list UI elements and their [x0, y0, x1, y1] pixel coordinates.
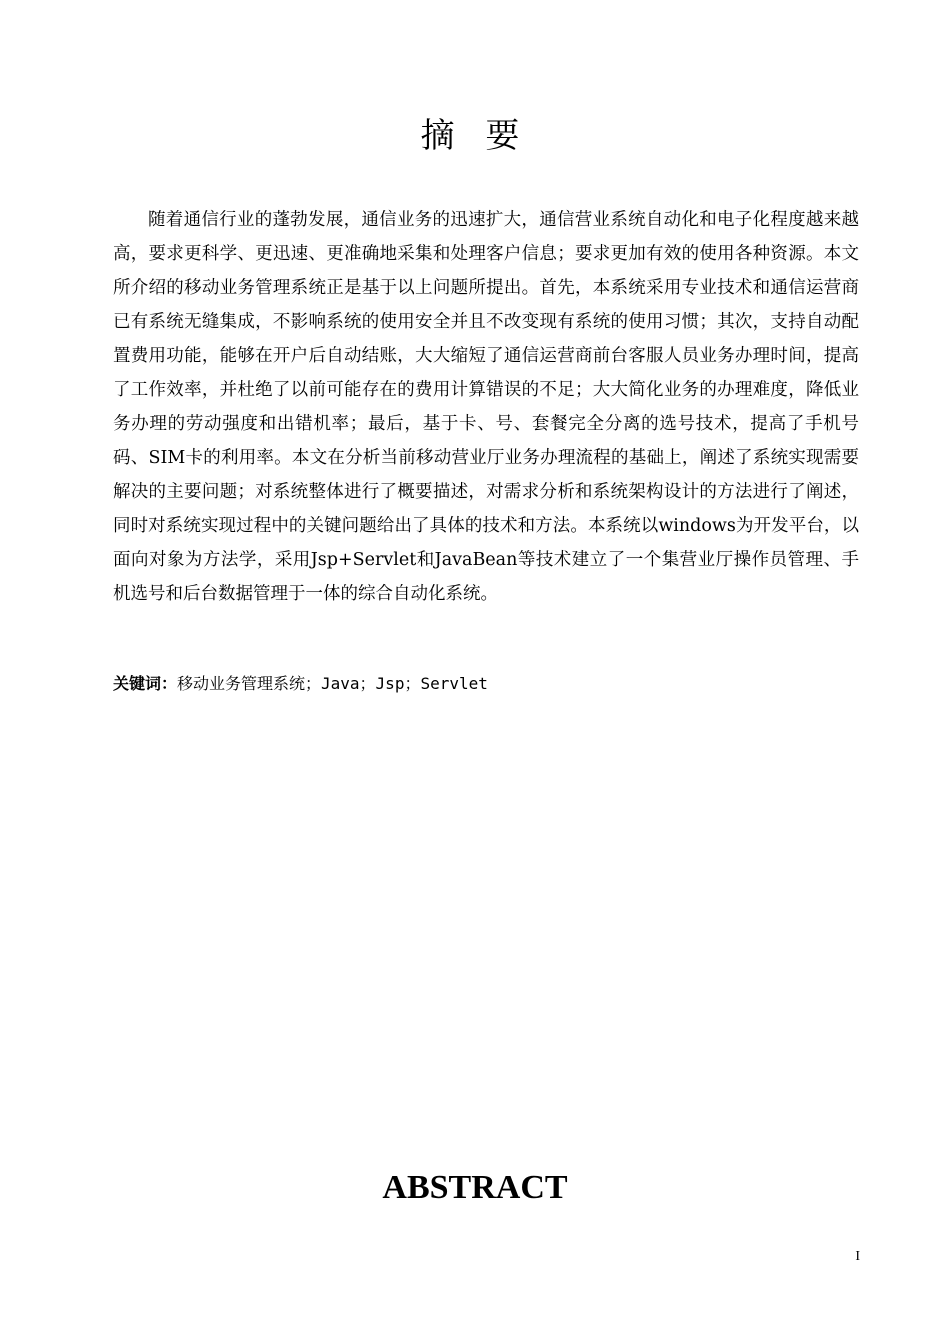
english-abstract-title: ABSTRACT — [382, 1169, 568, 1206]
chinese-abstract-title: 摘 要 — [420, 116, 530, 156]
keywords-values: 移动业务管理系统；Java；Jsp；Servlet — [177, 674, 488, 693]
keywords-label: 关键词： — [113, 674, 178, 693]
page-number: I — [855, 1249, 860, 1264]
keywords-line — [113, 672, 859, 696]
chinese-abstract-body: 随着通信行业的蓬勃发展，通信业务的迅速扩大，通信营业系统自动化和电子化程度越来越高，要求更科学、更迅速、更准确地采集和处理客户信息；要求更加有效的使用各种资源。本文所介绍的移动业务管理系统正是基于以上问题所提出。首先，本系统采用专业技术和通信运营商已有系统无缝集成，不影响系统的使用安全并且不改变现有系统的使用习惯；其次，支持自动配置费用功能，能够在开户后自动结账，大大缩短了通信运营商前台客服人员业务办理时间，提高了工作效率，并杜绝了以前可能存在的费用计算错误的不足；大大简化业务的办理难度，降低业务办理的劳动强度和出错机率；最后，基于卡、号、套餐完全分离的选号技术，提高了手机号码、SIM卡的利用率。本文在分析当前移动营业厅业务办理流程的基础上，阐述了系统实现需要解决的主要问题；对系统整体进行了概要描述，对需求分析和系统架构设计的方法进行了阐述，同时对系统实现过程中的关键问题给出了具体的技术和方法。本系统以windows为开发平台，以面向对象为方法学，采用Jsp+Servlet和JavaBean等技术建立了一个集营业厅操作员管理、手机选号和后台数据管理于一体的综合自动化系统。 — [113, 210, 859, 604]
